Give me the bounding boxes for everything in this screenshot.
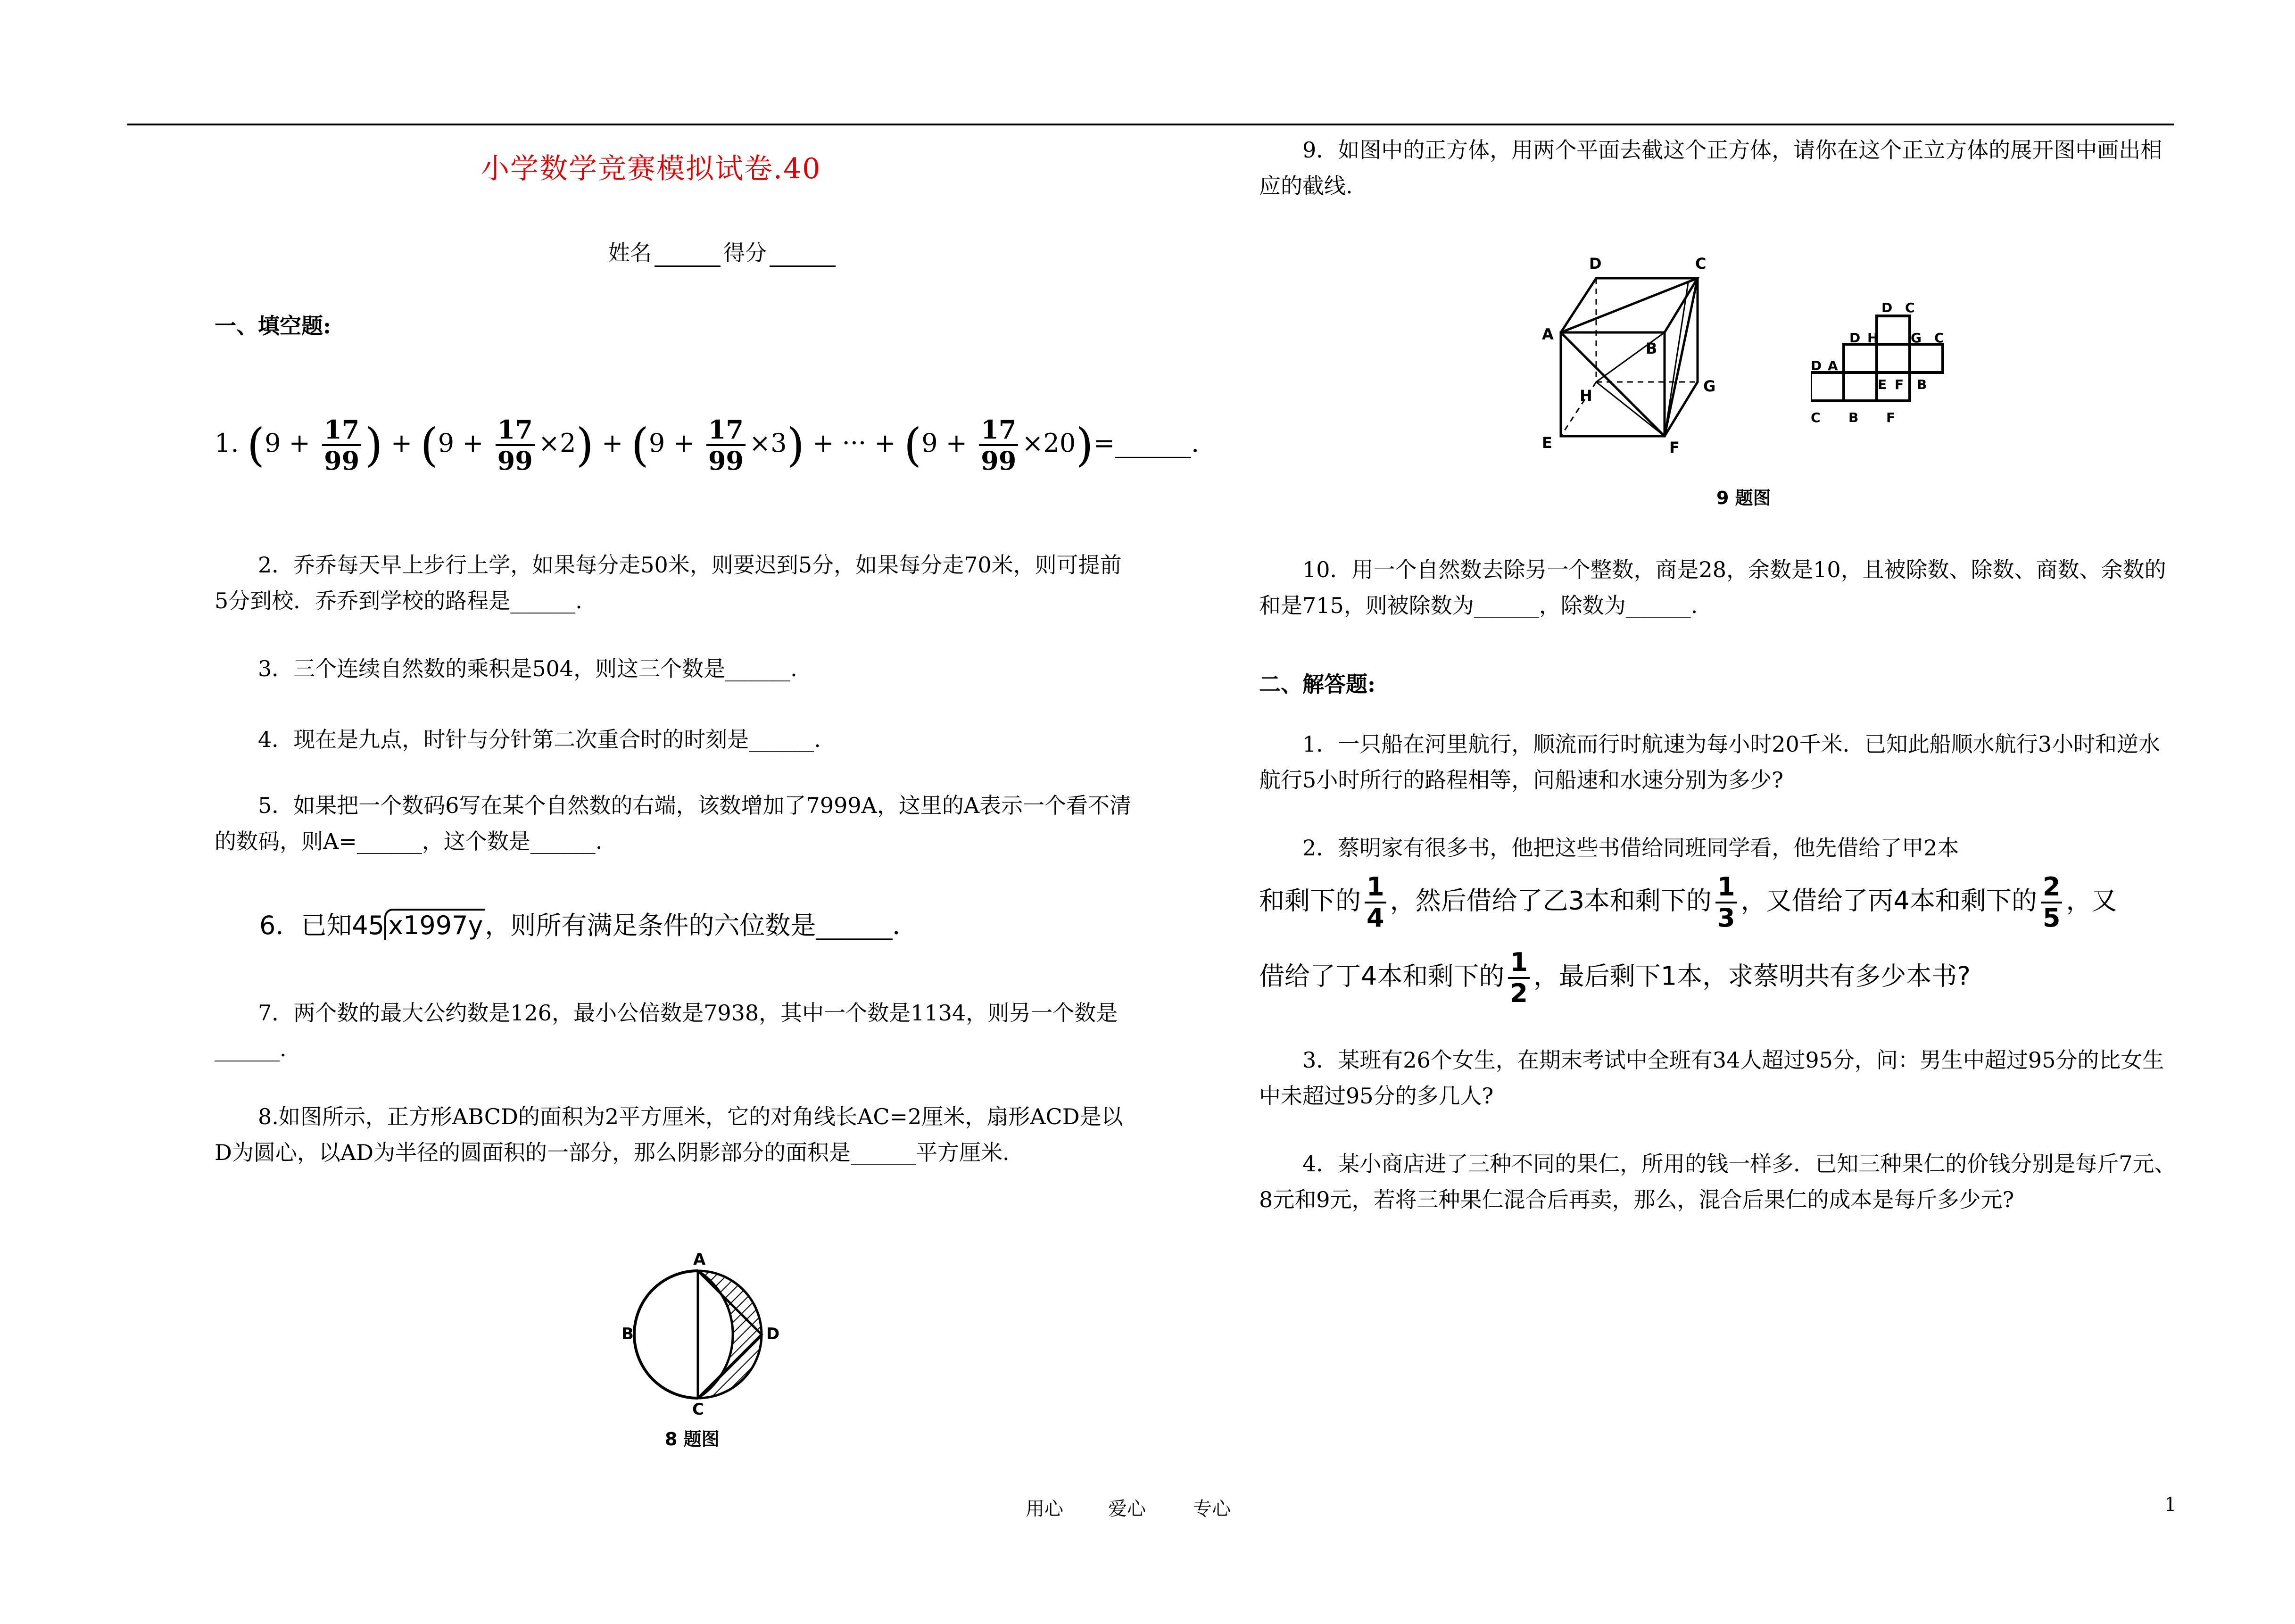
section-fill-in: 一、填空题: (215, 313, 331, 339)
net-label-3: D (1849, 330, 1861, 346)
net-label-14: F (1886, 410, 1896, 425)
question-3: 3．三个连续自然数的乘积是504，则这三个数是______. (258, 656, 797, 681)
page-title: 小学数学竞赛模拟试卷.40 (481, 152, 821, 185)
cube-label-a: A (1542, 325, 1554, 343)
fig8-label-b: B (621, 1325, 634, 1343)
question-1: 1. (9 + $\frac{17}{99}$ ) + (9 + $\frac{17}{99}$ ×2) + (9 + $\frac{17}{99}$ ×3) + ··· + (9 + $\frac{17}{99}$ ×20)=______. (215, 414, 1200, 476)
net-label-1: D (1881, 300, 1893, 315)
answer-3: 3．某班有26个女生，在期末考试中全班有34人超过95分，问：男生中超过95分的比女生中未超过95分的多几人? (1259, 1047, 2164, 1109)
page-number: 1 (2164, 1494, 2177, 1516)
net-label-4: H (1867, 330, 1879, 346)
cube-label-b: B (1646, 340, 1657, 357)
name-score-line (608, 236, 838, 267)
question-10: 10．用一个自然数去除另一个整数，商是28，余数是10，且被除数、除数、商数、余数的和是715，则被除数为______，除数为______. (1259, 557, 2166, 618)
footer-left: 用心 (1026, 1498, 1063, 1520)
cube-label-g: G (1703, 377, 1716, 395)
score-blank (770, 247, 836, 267)
net-label-6: C (1934, 330, 1944, 346)
fig9-caption: 9 题图 (1716, 488, 1771, 508)
net-label-2: C (1905, 300, 1915, 315)
question-7: 7．两个数的最大公约数是126，最小公倍数是7938，其中一个数是1134，则另一个数是______. (215, 1000, 1118, 1061)
fig8-label-c: C (692, 1400, 704, 1419)
figure-8 (618, 1245, 787, 1462)
cube-label-d: D (1589, 255, 1602, 273)
answer-1: 1．一只船在河里航行，顺流而行时航速为每小时20千米．已知此船顺水航行3小时和逆水航行5小时所行的路程相等，问船速和水速分别为多少? (1259, 731, 2161, 793)
fig8-label-d: D (766, 1325, 780, 1343)
net-label-7: D (1811, 358, 1822, 373)
cube-label-f: F (1669, 439, 1680, 456)
answer-2-line1: 2．蔡明家有很多书，他把这些书借给同班同学看，他先借给了甲2本 (1302, 835, 1959, 861)
header-rule (127, 124, 2174, 125)
score-label: 得分 (723, 240, 767, 265)
cube-label-c: C (1695, 255, 1707, 273)
cube-label-h: H (1580, 387, 1592, 405)
figure-9-net (1811, 297, 1962, 448)
answer-4: 4．某小商店进了三种不同的果仁，所用的钱一样多．已知三种果仁的价钱分别是每斤7元、8元和9元，若将三种果仁混合后再卖，那么，混合后果仁的成本是每斤多少元? (1259, 1151, 2176, 1212)
q1-label: 1. (215, 428, 239, 458)
question-5: 5．如果把一个数码6写在某个自然数的右端，该数增加了7999A，这里的A表示一个看不清的数码，则A=______，这个数是______. (215, 793, 1132, 854)
question-9: 9．如图中的正方体，用两个平面去截这个正方体，请你在这个正立方体的展开图中画出相应的截线. (1259, 137, 2162, 199)
question-4: 4．现在是九点，时针与分针第二次重合时的时刻是______. (258, 727, 821, 752)
question-6: 6．已知45 x1997y，则所有满足条件的六位数是______． (259, 905, 918, 942)
section-solve: 二、解答题: (1259, 671, 1375, 697)
net-label-11: B (1917, 377, 1927, 392)
net-label-12: C (1811, 410, 1821, 425)
net-label-10: F (1895, 377, 1904, 392)
fig8-label-a: A (693, 1250, 706, 1269)
answer-2-line3: 借给了丁4本和剩下的 $\frac{1}{2}$ ，最后剩下1本，求蔡明共有多少本书? (1259, 947, 1971, 1008)
net-label-8: A (1828, 358, 1838, 373)
name-blank (655, 247, 721, 267)
footer-right: 专心 (1193, 1498, 1231, 1520)
net-label-5: G (1911, 330, 1922, 346)
net-label-13: B (1848, 410, 1859, 425)
question-2: 2．乔乔每天早上步行上学，如果每分走50米，则要迟到5分，如果每分走70米，则可提前5分到校．乔乔到学校的路程是______. (215, 552, 1122, 613)
question-8: 8.如图所示，正方形ABCD的面积为2平方厘米，它的对角线长AC=2厘米，扇形ACD是以D为圆心，以AD为半径的圆面积的一部分，那么阴影部分的面积是______平方厘米. (215, 1104, 1123, 1165)
name-label: 姓名 (608, 240, 652, 265)
net-label-9: E (1878, 377, 1887, 392)
cube-label-e: E (1542, 434, 1552, 452)
footer-mid: 爱心 (1108, 1498, 1146, 1520)
figure-9-cube (1528, 250, 1726, 457)
fig8-caption: 8 题图 (665, 1429, 720, 1450)
answer-2-line2: 和剩下的 $\frac{1}{4}$ ，然后借给了乙3本和剩下的 $\frac{1}{3}$ ，又借给了丙4本和剩下的 $\frac{2}{5}$ ，又 (1259, 872, 2117, 933)
